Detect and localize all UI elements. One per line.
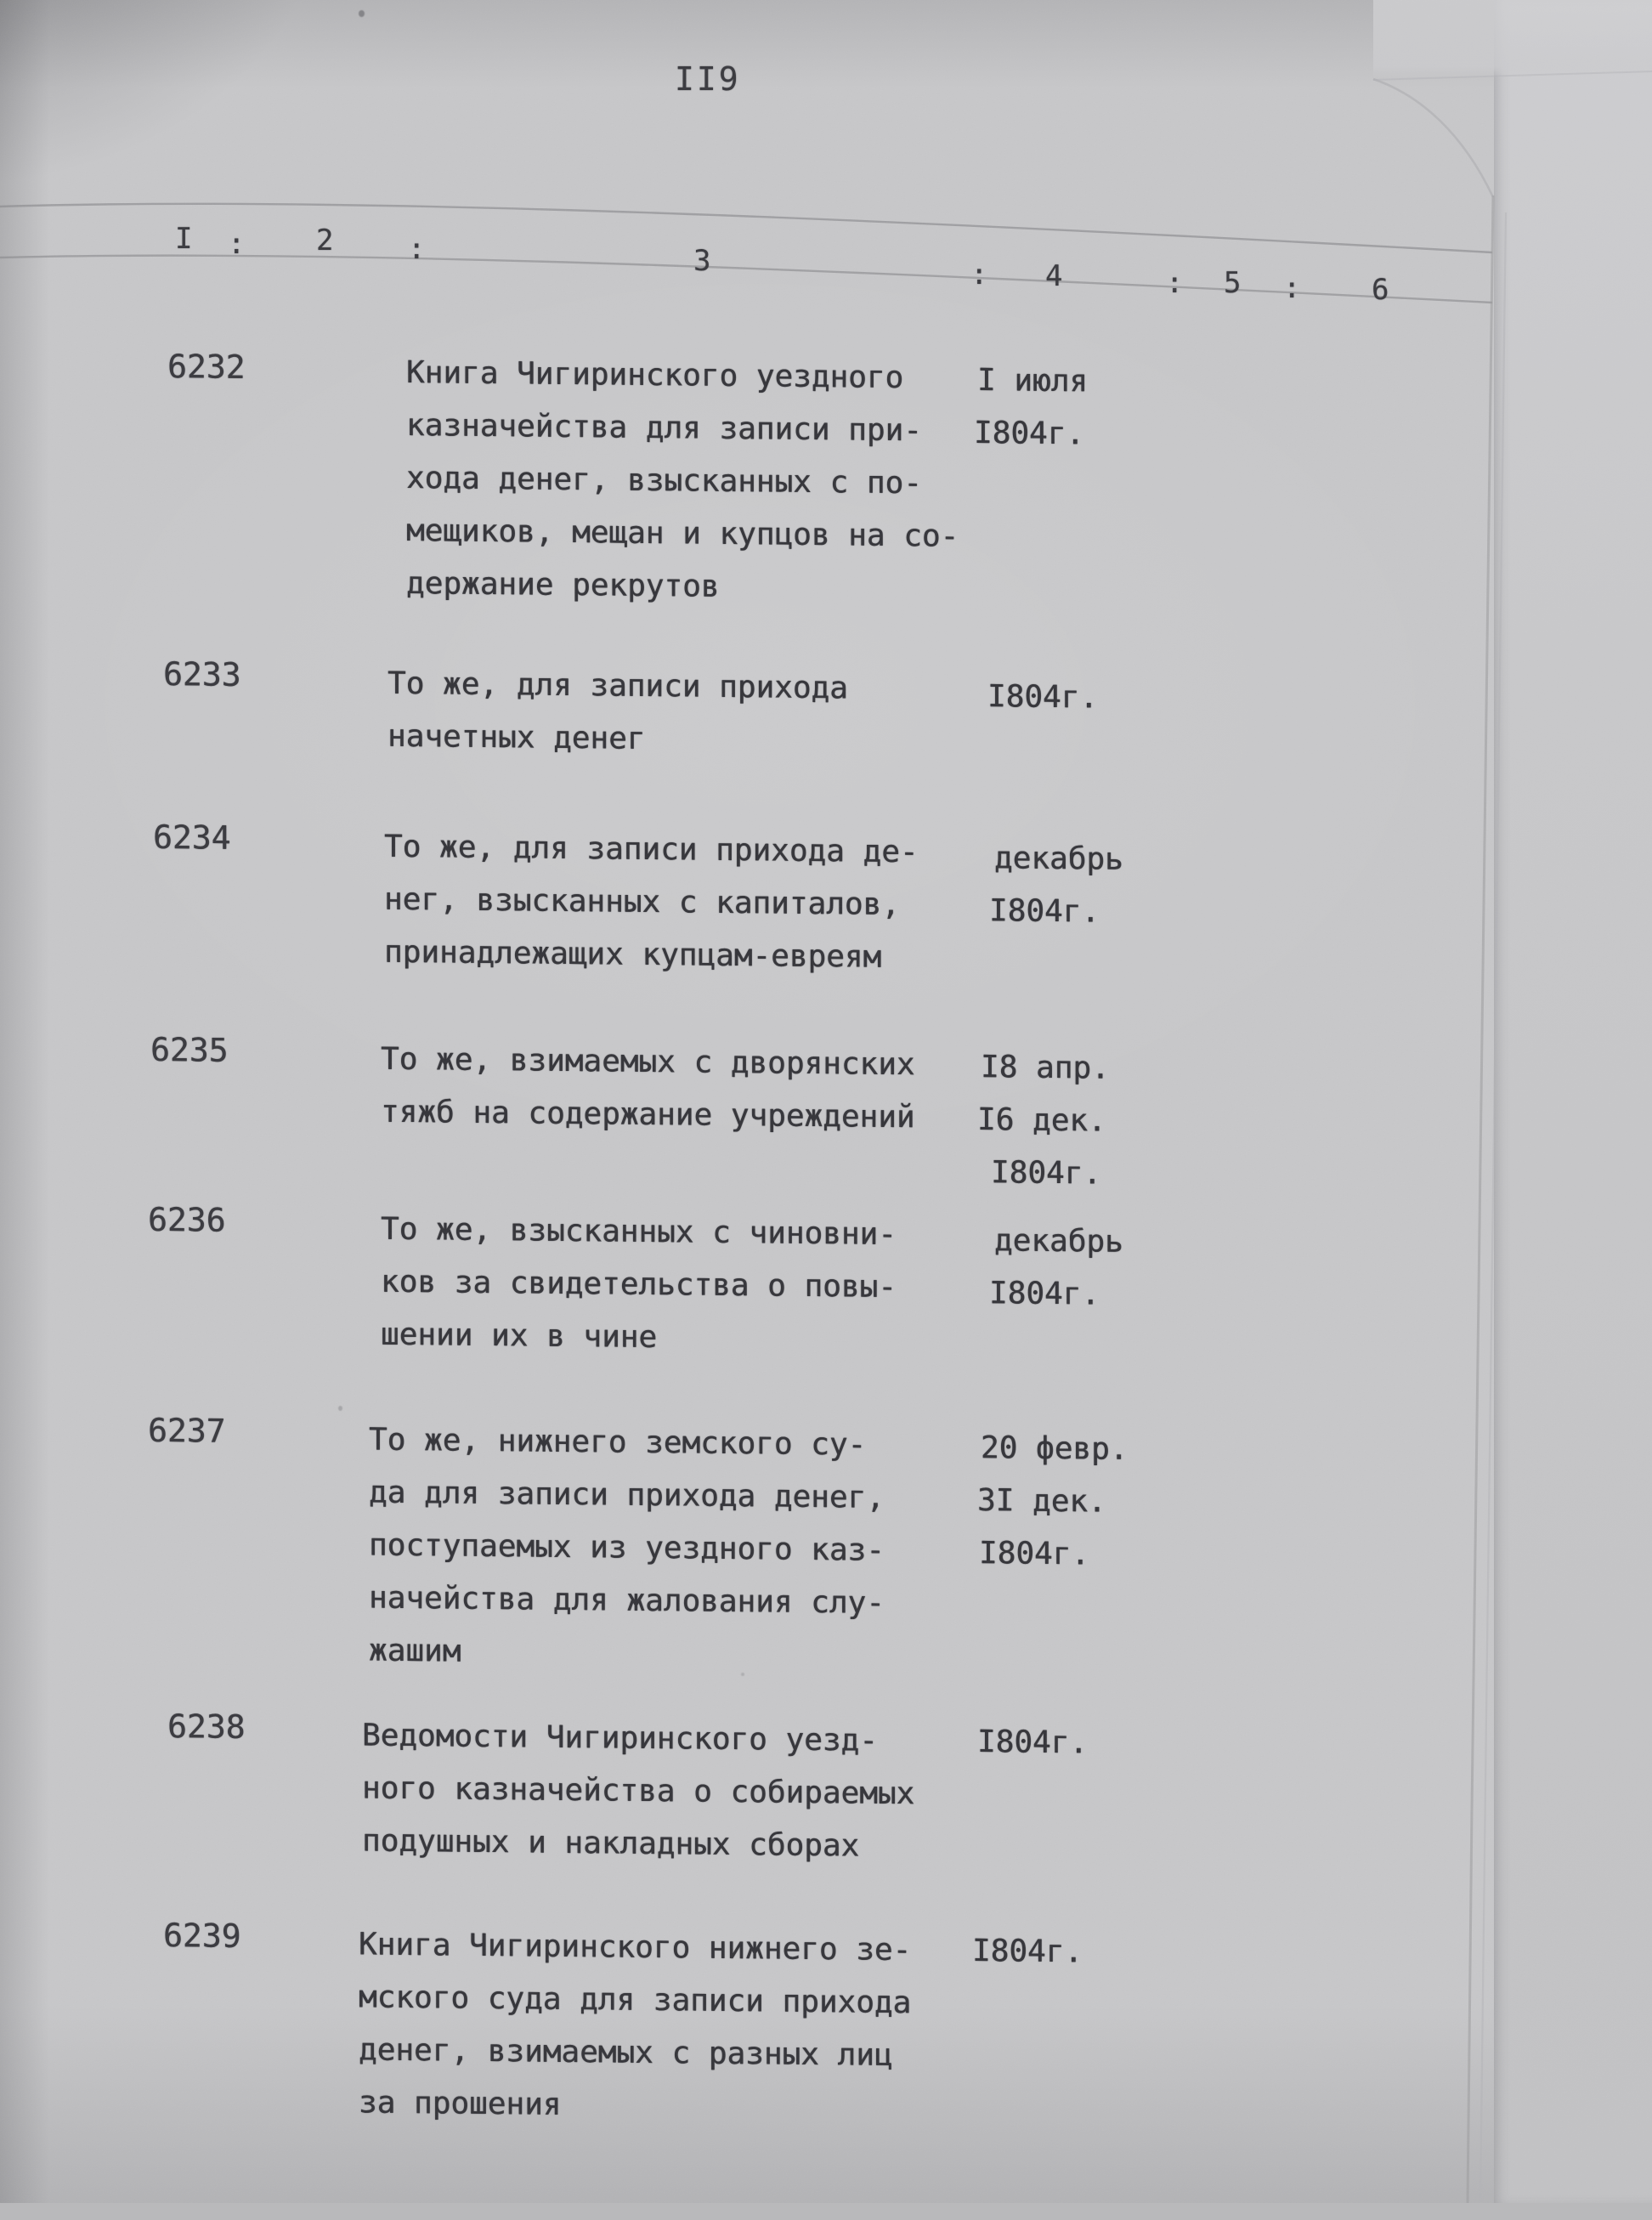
entry-description-line: денег, взимаемых с разных лиц: [359, 2032, 893, 2074]
column-separator: :: [408, 232, 426, 266]
entry-date-line: I804г.: [974, 416, 1085, 452]
entry-description-line: да для записи прихода денег,: [369, 1475, 885, 1515]
entry-date-line: 3I дек.: [977, 1483, 1106, 1520]
column-header-3: 3: [693, 244, 711, 278]
entry-description-line: хода денег, взысканных с по-: [406, 461, 922, 501]
entry-description-line: То же, взимаемых с дворянских: [381, 1041, 915, 1083]
entry-number: 6239: [163, 1917, 241, 1955]
page-number: II9: [675, 60, 741, 98]
entry-description-line: за прошения: [359, 2085, 562, 2122]
entry-description-line: тяжб на содержание учреждений: [381, 1094, 915, 1135]
entry-description-line: ного казначейства о собираемых: [362, 1770, 915, 1812]
entry-date-line: декабрь: [994, 841, 1123, 877]
entry-description-line: То же, для записи прихода: [388, 665, 848, 706]
entry-description-line: Ведомости Чигиринского уезд-: [362, 1718, 878, 1758]
column-header-5: 5: [1224, 266, 1242, 300]
paper-speck: [359, 10, 365, 17]
entry-number: 6236: [148, 1200, 226, 1239]
column-separator: :: [1283, 271, 1301, 305]
entry-description-line: держание рекрутов: [406, 566, 720, 604]
entry-description-line: начетных денег: [388, 718, 646, 756]
entry-description-line: жашим: [369, 1633, 461, 1669]
entry-date-line: I804г.: [987, 679, 1099, 716]
entry-description-line: подушных и накладных сборах: [362, 1823, 860, 1864]
entry-description-line: Книга Чигиринского нижнего зе-: [359, 1927, 912, 1968]
entry-date-line: I804г.: [991, 1155, 1102, 1192]
entry-description-line: начейства для жалования слу-: [369, 1580, 885, 1621]
entry-date-line: I804г.: [972, 1933, 1083, 1970]
entry-description-line: принадлежащих купцам-евреям: [384, 934, 882, 975]
column-header-2: 2: [316, 224, 334, 258]
entry-date-line: I июля: [977, 363, 1089, 399]
entry-description-line: Книга Чигиринского уездного: [406, 355, 904, 396]
entry-number: 6235: [150, 1030, 229, 1069]
entry-number: 6234: [153, 818, 231, 857]
entry-date-line: I804г.: [989, 1276, 1100, 1312]
entry-date-line: I8 апр.: [981, 1050, 1110, 1086]
entry-description-line: казначейства для записи при-: [406, 408, 922, 449]
entry-number: 6237: [148, 1411, 226, 1450]
column-header-4: 4: [1045, 259, 1063, 293]
entry-description-line: мещиков, мещан и купцов на со-: [406, 513, 959, 554]
column-header-6: 6: [1372, 273, 1389, 307]
entry-number: 6232: [167, 348, 246, 387]
entry-description-line: То же, взысканных с чиновни-: [381, 1211, 897, 1253]
entry-description-line: мского суда для записи прихода: [359, 1979, 912, 2021]
column-separator: :: [970, 258, 988, 292]
paper-speck: [338, 1406, 342, 1411]
paper-speck: [741, 1673, 744, 1676]
entry-date-line: I6 дек.: [977, 1102, 1106, 1139]
entry-date-line: I804г.: [977, 1724, 1089, 1761]
entry-description-line: То же, для записи прихода де-: [384, 829, 919, 870]
column-separator: :: [1166, 266, 1184, 300]
entry-date-line: декабрь: [994, 1223, 1123, 1260]
entry-number: 6238: [167, 1707, 246, 1747]
entry-date-line: I804г.: [989, 893, 1100, 930]
entry-date-line: I804г.: [979, 1536, 1090, 1572]
entry-description-line: ков за свидетельства о повы-: [381, 1264, 897, 1305]
entry-description-line: поступаемых из уездного каз-: [369, 1527, 885, 1568]
entry-description-line: То же, нижнего земского су-: [369, 1422, 867, 1463]
column-separator: :: [228, 227, 246, 261]
entry-description-line: нег, взысканных с капиталов,: [384, 881, 900, 923]
entry-date-line: 20 февр.: [981, 1430, 1129, 1467]
entry-description-line: шении их в чине: [381, 1317, 658, 1356]
column-header-1: I: [175, 222, 193, 256]
entry-number: 6233: [163, 655, 241, 694]
